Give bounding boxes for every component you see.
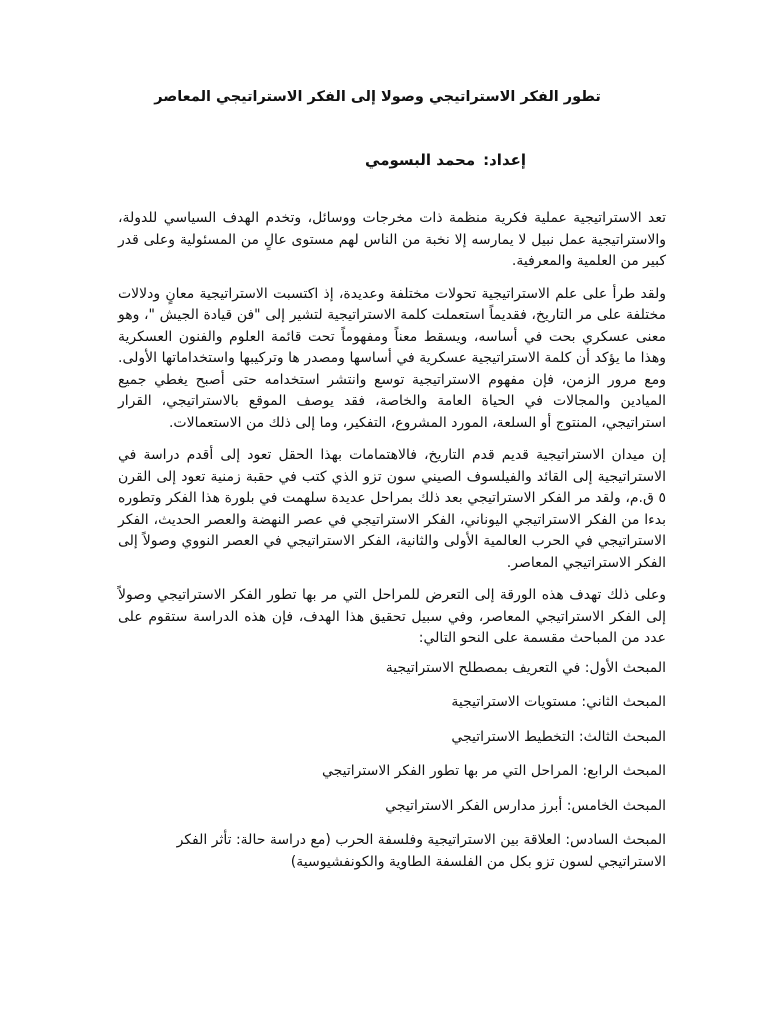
section-item: المبحث الثالث: التخطيط الاستراتيجي bbox=[451, 728, 666, 745]
section-item: المبحث الأول: في التعريف بمصطلح الاستراتيجية bbox=[385, 659, 666, 676]
author-line bbox=[357, 149, 526, 171]
section-item: المبحث السادس: العلاقة بين الاستراتيجية وفلسفة الحرب (مع دراسة حالة: تأثر الفكر الاستراتيجي لسون تزو بكل من الفلسفة الطاوية والكونفشيوسية) bbox=[176, 832, 666, 870]
paragraph-objective: وعلى ذلك تهدف هذه الورقة إلى التعرض للمراحل التي مر بها تطور الفكر الاستراتيجي وصولاً إلى الفكر الاستراتيجي المعاصر، وفي سبيل تحقيق هذا الهدف، فإن هذه الدراسة ستقوم على عدد من المباحث مقسمة على النحو التالي: bbox=[118, 587, 666, 646]
author-label: إعداد: bbox=[483, 151, 526, 169]
section-item: المبحث الخامس: أبرز مدارس الفكر الاستراتيجي bbox=[385, 797, 666, 814]
section-item: المبحث الرابع: المراحل التي مر بها تطور الفكر الاستراتيجي bbox=[321, 763, 666, 779]
document-title: تطور الفكر الاستراتيجي وصولا إلى الفكر الاستراتيجي المعاصر bbox=[154, 89, 601, 105]
paragraph-evolution: ولقد طرأ على علم الاستراتيجية تحولات مختلفة وعديدة، إذ اكتسبت الاستراتيجية معانٍ ودلالات مختلفة على مر التاريخ، فقديماً استعملت كلمة الاستراتيجية لتشير إلى "فن قيادة الجيش "، وهو معنى عسكري بحت في أساسه، ويسقط معناً ومفهوماً تحت قائمة العلوم والفنون العسكرية وهذا ما يؤكد أن كلمة الاستراتيجية عسكرية في أساسها ومصدر ها وتركيبها واستخداماتها الأولى. ومع مرور الزمن، فإن مفهوم الاستراتيجية توسع وانتشر استخدامه حتى أصبح يغطي جميع الميادين والمجالات في الحياة العامة والخاصة، فقد يوصف الموقع بالاستراتيجي، القرار استراتيجي، المنتوج أو السلعة، المورد المشروع، التفكير، وما إلى ذلك من الاستعمالات. bbox=[118, 285, 666, 431]
paragraph-intro: تعد الاستراتيجية عملية فكرية منظمة ذات مخرجات ووسائل، وتخدم الهدف السياسي للدولة، والاستراتيجية عمل نبيل لا يمارسه إلا نخبة من الناس لهم مستوى عالٍ من المسئولية وعلى قدر كبير من العلمية والمعرفية. bbox=[118, 210, 666, 269]
sections-list bbox=[118, 658, 666, 874]
paragraph-history: إن ميدان الاستراتيجية قديم قدم التاريخ، فالاهتمامات بهذا الحقل تعود إلى أقدم دراسة في الاستراتيجية إلى القائد والفيلسوف الصيني سون تزو الذي كتب في حقبة زمنية تعود إلى القرن ٥ ق.م، ولقد مر الفكر الاستراتيجي بعد ذلك بمراحل عديدة سلهمت في بلورة هذا الفكر وتطوره بدءا من الفكر الاستراتيجي اليوناني، الفكر الاستراتيجي في عصر النهضة والعصر الحديث، الفكر الاستراتيجي في الحرب العالمية الأولى والثانية، الفكر الاستراتيجي في العصر النووي وصولاً إلى الفكر الاستراتيجي المعاصر. bbox=[118, 447, 666, 571]
author-name: محمد البسومي bbox=[365, 151, 476, 169]
document-body bbox=[118, 208, 666, 886]
section-item: المبحث الثاني: مستويات الاستراتيجية bbox=[451, 694, 666, 710]
